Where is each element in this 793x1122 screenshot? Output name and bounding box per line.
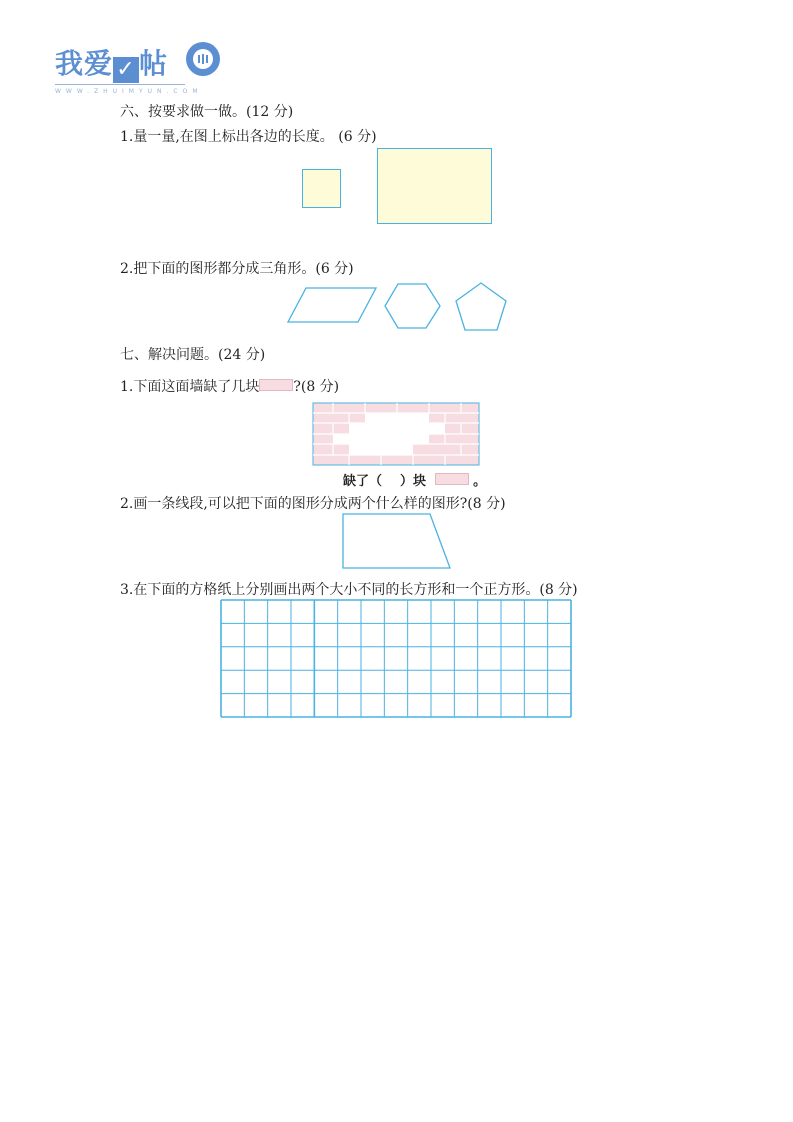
logo-text-2: 帖: [139, 47, 169, 80]
q1-suffix: ?(8 分): [293, 379, 340, 395]
answer-text-a: 缺了（: [343, 474, 383, 489]
shapes-row: [0, 280, 793, 340]
q1-prefix: 1.下面这面墙缺了几块: [120, 379, 260, 395]
logo-underline: [55, 84, 185, 85]
parallelogram-shape: [288, 288, 376, 322]
answer-text-b: ）块: [400, 474, 427, 489]
large-rectangle: [377, 148, 492, 224]
small-square: [302, 169, 341, 208]
section7-q1: [120, 376, 339, 396]
logo-mark: ✓: [113, 57, 139, 83]
section7-q2: 2.画一条线段,可以把下面的图形分成两个什么样的图形?(8 分): [120, 496, 506, 512]
trapezoid-figure: [0, 510, 793, 570]
logo: [55, 42, 168, 83]
section7-q3: 3.在下面的方格纸上分别画出两个大小不同的长方形和一个正方形。(8 分): [120, 582, 578, 598]
hexagon-shape: [385, 284, 440, 328]
section6-q1: 1.量一量,在图上标出各边的长度。 (6 分): [120, 129, 377, 145]
brick-icon: [435, 473, 469, 485]
section6-q2: 2.把下面的图形都分成三角形。(6 分): [120, 261, 354, 277]
right-trapezoid-shape: [343, 514, 450, 568]
section7-q1-answer: [343, 470, 486, 489]
section6-title: 六、按要求做一做。(12 分): [120, 104, 294, 120]
logo-text: 我爱: [55, 47, 114, 80]
brick-icon: [259, 379, 293, 391]
brick-wall: [313, 403, 483, 469]
grid-paper[interactable]: [221, 600, 573, 720]
chat-bubble-icon: [186, 42, 220, 76]
pentagon-shape: [456, 283, 506, 330]
logo-url: WWW.ZHUIMYUN.COM: [55, 88, 203, 95]
section7-title: 七、解决问题。(24 分): [120, 347, 266, 363]
answer-text-c: 。: [473, 474, 487, 489]
